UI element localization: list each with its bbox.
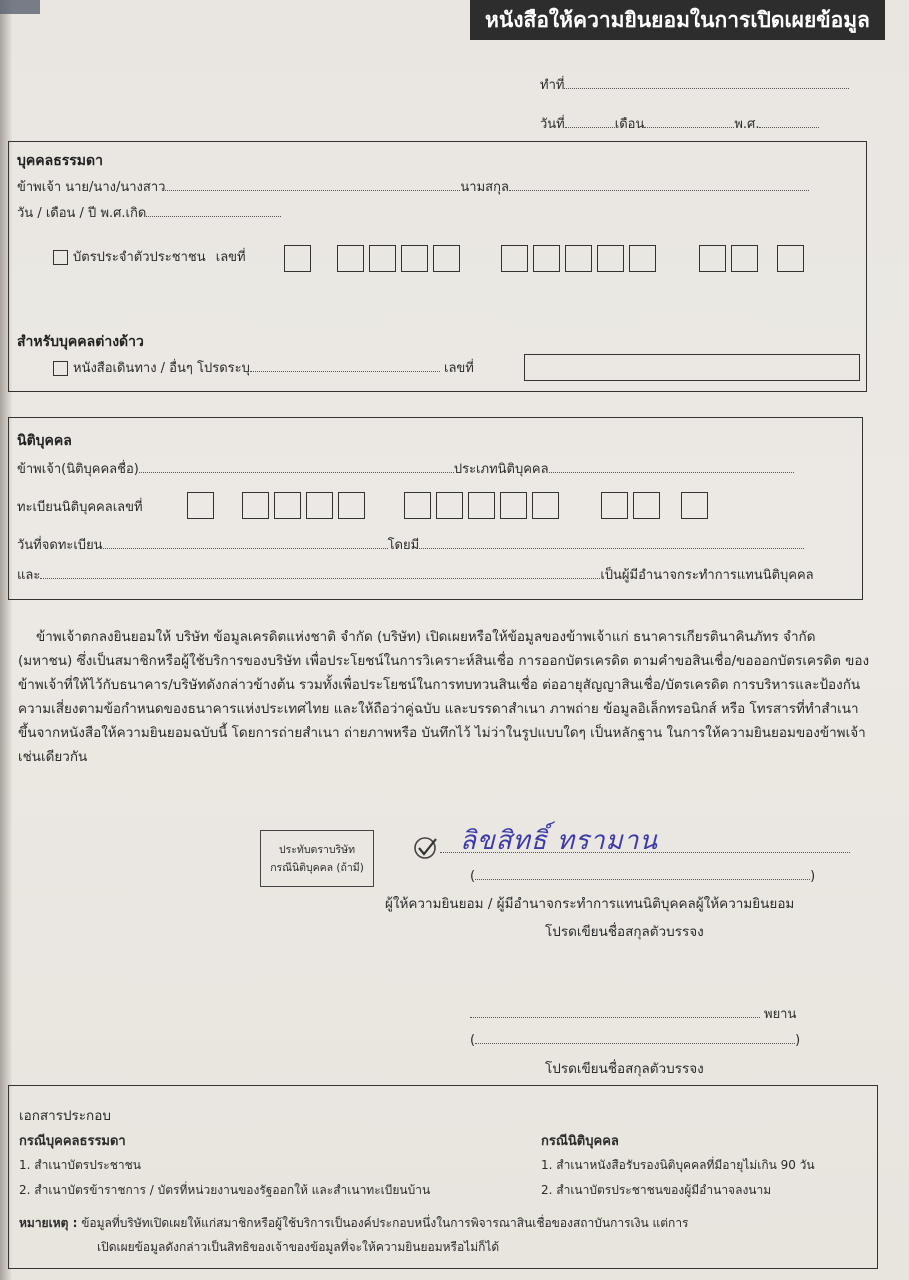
attach-individual-item: 2. สำเนาบัตรข้าราชการ / บัตรที่หน่วยงานของรัฐออกให้ และสำเนาทะเบียนบ้าน bbox=[19, 1183, 431, 1197]
company-stamp-box bbox=[260, 830, 374, 887]
reg-date-row[interactable] bbox=[17, 534, 804, 555]
id-card-row[interactable] bbox=[53, 246, 246, 267]
reg-digit-box[interactable] bbox=[404, 492, 431, 519]
date-year-line bbox=[759, 116, 819, 128]
printed-name-line bbox=[475, 868, 810, 880]
place-field[interactable] bbox=[540, 74, 849, 95]
juristic-name-row[interactable] bbox=[17, 458, 794, 479]
id-digit-box[interactable] bbox=[777, 245, 804, 272]
passport-number-label: เลขที่ bbox=[444, 361, 474, 376]
date-month-label: เดือน bbox=[614, 117, 645, 132]
id-card-checkbox[interactable] bbox=[53, 250, 68, 265]
passport-checkbox[interactable] bbox=[53, 361, 68, 376]
reg-digit-box[interactable] bbox=[306, 492, 333, 519]
reg-digit-box[interactable] bbox=[436, 492, 463, 519]
juristic-type-label: ประเภทนิติบุคคล bbox=[453, 462, 549, 477]
juristic-type-line bbox=[549, 461, 794, 473]
date-month-line bbox=[644, 116, 734, 128]
name-line bbox=[165, 179, 460, 191]
individual-name-row[interactable] bbox=[17, 176, 809, 197]
id-digit-box[interactable] bbox=[433, 245, 460, 272]
id-digit-box[interactable] bbox=[731, 245, 758, 272]
consent-text: ข้าพเจ้าตกลงยินยอมให้ บริษัท ข้อมูลเครดิตแห่งชาติ จำกัด (บริษัท) เปิดเผยหรือให้ข้อมูลของข้าพเจ้าแก่ ธนาคารเกียรตินาคินภัทร จำกัด (มหาชน) ซึ่งเป็นสมาชิกหรือผู้ใช้บริการของบริษัท เพื่อประโยชน์ในการวิเคราะห์สินเชื่อ การออกบัตรเครดิต ตามคำขอสินเชื่อ/ขอออกบัตรเครดิต ของข้าพเจ้าที่ให้ไว้กับธนาคาร/บริษัทดังกล่าวข้างต้น รวมทั้งเพื่อประโยชน์ในการทบทวนสินเชื่อ ต่ออายุสัญญาสินเชื่อ/บัตรเครดิต การบริหารและป้องกันความเสี่ยงตามข้อกำหนดของธนาคารแห่งประเทศไทย และให้ถือว่าคู่ฉบับ และบรรดาสำเนา ภาพถ่าย ข้อมูลอิเล็กทรอนิกส์ หรือ โทรสารที่ทำสำเนาขึ้นจากหนังสือให้ความยินยอมฉบับนี้ โดยการถ่ายสำเนา ถ่ายภาพหรือ บันทึกไว้ ไม่ว่าในรูปแบบใดๆ เป็นหลักฐาน ในการให้ความยินยอมของข้าพเจ้าเช่นเดียวกัน bbox=[18, 629, 870, 765]
id-card-label: บัตรประจำตัวประชาชน bbox=[73, 250, 206, 265]
passport-line bbox=[250, 360, 440, 372]
witness-row[interactable] bbox=[470, 1003, 796, 1024]
id-digit-box[interactable] bbox=[501, 245, 528, 272]
passport-number-box[interactable] bbox=[524, 354, 860, 381]
reg-digit-box[interactable] bbox=[468, 492, 495, 519]
reg-digit-box[interactable] bbox=[681, 492, 708, 519]
consent-paragraph bbox=[18, 625, 873, 769]
id-digit-box[interactable] bbox=[369, 245, 396, 272]
witness-close-paren: ) bbox=[795, 1033, 801, 1048]
reg-digit-box[interactable] bbox=[500, 492, 527, 519]
id-number-label: เลขที่ bbox=[215, 250, 246, 265]
id-digit-box[interactable] bbox=[284, 245, 311, 272]
birthdate-line bbox=[146, 205, 281, 217]
witness-line bbox=[470, 1006, 760, 1018]
stamp-line-2: กรณีนิติบุคคล (ถ้ามี) bbox=[270, 861, 364, 874]
juristic-heading: นิติบุคคล bbox=[17, 433, 72, 449]
reg-date-label: วันที่จดทะเบียน bbox=[17, 538, 103, 553]
attachments-section bbox=[8, 1085, 878, 1269]
reg-digit-box[interactable] bbox=[187, 492, 214, 519]
individual-section bbox=[8, 141, 867, 392]
individual-heading: บุคคลธรรมดา bbox=[17, 153, 103, 169]
attach-juristic-item: 2. สำเนาบัตรประชาชนของผู้มีอำนาจลงนาม bbox=[541, 1183, 772, 1197]
printed-name-row[interactable] bbox=[470, 868, 815, 884]
surname-label: นามสกุล bbox=[460, 180, 509, 195]
juristic-name-line bbox=[139, 461, 454, 473]
date-field[interactable] bbox=[540, 113, 819, 134]
witness-label: พยาน bbox=[764, 1007, 797, 1022]
witness-printed-row[interactable] bbox=[470, 1032, 800, 1048]
date-day-label: วันที่ bbox=[540, 117, 565, 132]
attach-individual-heading: กรณีบุคคลธรรมดา bbox=[19, 1134, 126, 1149]
id-digit-box[interactable] bbox=[597, 245, 624, 272]
attach-individual-item: 1. สำเนาบัตรประชาชน bbox=[19, 1158, 141, 1172]
attachments-heading: เอกสารประกอบ bbox=[19, 1108, 111, 1124]
authorized-row[interactable] bbox=[17, 564, 814, 585]
signature-line bbox=[440, 852, 850, 853]
signer-role: ผู้ให้ความยินยอม / ผู้มีอำนาจกระทำการแทนนิติบุคคลผู้ให้ความยินยอม bbox=[385, 896, 795, 912]
witness-printed-line bbox=[475, 1032, 795, 1044]
form-title-text: หนังสือให้ความยินยอมในการเปิดเผยข้อมูล bbox=[485, 7, 870, 32]
id-digit-box[interactable] bbox=[401, 245, 428, 272]
and-label: และ bbox=[17, 568, 41, 583]
note-line-1: ข้อมูลที่บริษัทเปิดเผยให้แก่สมาชิกหรือผู้ใช้บริการเป็นองค์ประกอบหนึ่งในการพิจารณาสินเชื่อของสถาบันการเงิน แต่การ bbox=[81, 1216, 689, 1230]
note-line-2: เปิดเผยข้อมูลดังกล่าวเป็นสิทธิของเจ้าของข้อมูลที่จะให้ความยินยอมหรือไม่ก็ได้ bbox=[97, 1240, 500, 1254]
foreigner-heading: สำหรับบุคคลต่างด้าว bbox=[17, 334, 144, 350]
surname-line bbox=[509, 179, 809, 191]
handwritten-signature: ลิขสิทธิ์ ทรามาน bbox=[460, 826, 659, 856]
stamp-line-1: ประทับตราบริษัท bbox=[278, 843, 356, 856]
date-year-label: พ.ศ. bbox=[734, 117, 760, 132]
reg-no-label: ทะเบียนนิติบุคคลเลขที่ bbox=[17, 500, 143, 515]
note-row bbox=[19, 1214, 689, 1233]
reg-no-row[interactable] bbox=[17, 496, 143, 517]
witness-print-note: โปรดเขียนชื่อสกุลตัวบรรจง bbox=[545, 1061, 704, 1077]
note-label: หมายเหตุ : bbox=[19, 1216, 78, 1230]
form-title bbox=[470, 0, 885, 40]
attach-juristic-item: 1. สำเนาหนังสือรับรองนิติบุคคลที่มีอายุไม่เกิน 90 วัน bbox=[541, 1158, 815, 1172]
juristic-name-label: ข้าพเจ้า(นิติบุคคลชื่อ) bbox=[17, 462, 139, 477]
open-paren: ( bbox=[470, 869, 476, 884]
place-dotted-line bbox=[564, 77, 849, 89]
reg-digit-box[interactable] bbox=[532, 492, 559, 519]
print-name-note: โปรดเขียนชื่อสกุลตัวบรรจง bbox=[545, 924, 704, 940]
date-day-line bbox=[565, 116, 615, 128]
reg-date-line bbox=[103, 537, 388, 549]
by-line bbox=[419, 537, 804, 549]
id-digit-box[interactable] bbox=[629, 245, 656, 272]
authorized-label: เป็นผู้มีอำนาจกระทำการแทนนิติบุคคล bbox=[600, 568, 814, 583]
id-digit-box[interactable] bbox=[699, 245, 726, 272]
company-logo bbox=[0, 0, 40, 14]
authorized-line bbox=[40, 567, 600, 579]
name-label: ข้าพเจ้า นาย/นาง/นางสาว bbox=[17, 180, 166, 195]
id-digit-box[interactable] bbox=[533, 245, 560, 272]
reg-digit-box[interactable] bbox=[242, 492, 269, 519]
id-digit-box[interactable] bbox=[565, 245, 592, 272]
reg-digit-box[interactable] bbox=[633, 492, 660, 519]
juristic-section bbox=[8, 417, 863, 600]
reg-digit-box[interactable] bbox=[274, 492, 301, 519]
birthdate-label: วัน / เดือน / ปี พ.ศ.เกิด bbox=[17, 206, 147, 221]
reg-digit-box[interactable] bbox=[601, 492, 628, 519]
place-label: ทำที่ bbox=[540, 78, 565, 93]
witness-open-paren: ( bbox=[470, 1033, 476, 1048]
id-digit-box[interactable] bbox=[337, 245, 364, 272]
attach-juristic-heading: กรณีนิติบุคคล bbox=[541, 1134, 619, 1149]
close-paren: ) bbox=[810, 869, 816, 884]
birthdate-row[interactable] bbox=[17, 202, 281, 223]
by-label: โดยมี bbox=[387, 538, 420, 553]
passport-row[interactable] bbox=[53, 357, 474, 378]
passport-label: หนังสือเดินทาง / อื่นๆ โปรดระบุ bbox=[73, 361, 250, 376]
reg-digit-box[interactable] bbox=[338, 492, 365, 519]
signature-check-icon bbox=[412, 834, 440, 862]
